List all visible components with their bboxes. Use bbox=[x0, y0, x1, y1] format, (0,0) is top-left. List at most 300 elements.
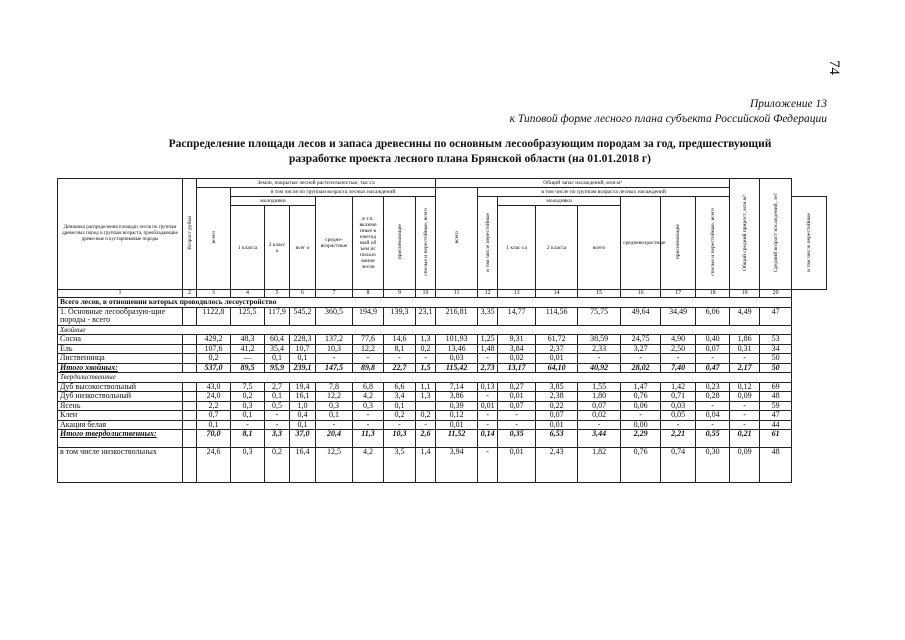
cell-value: - bbox=[498, 420, 536, 430]
table-body bbox=[58, 298, 827, 483]
cell-value: - bbox=[478, 420, 498, 430]
cell-value: 0,55 bbox=[696, 430, 730, 448]
cell-value: 48 bbox=[760, 392, 792, 402]
cell-value: 0,01 bbox=[536, 354, 578, 364]
cell-value bbox=[183, 354, 197, 364]
cell-value: 89,8 bbox=[353, 363, 384, 373]
document-title bbox=[90, 137, 850, 167]
cell-value: 0,2 bbox=[231, 392, 265, 402]
column-number: 4 bbox=[231, 290, 265, 298]
cell-value bbox=[183, 401, 197, 411]
cell-value: 59 bbox=[760, 401, 792, 411]
cell-value: 2,2 bbox=[197, 401, 231, 411]
section-all-row bbox=[58, 298, 827, 308]
cell-value: - bbox=[478, 392, 498, 402]
cell-value: 0,31 bbox=[730, 344, 760, 354]
header-stock-total: всего bbox=[436, 188, 478, 290]
cell-value: 24,0 bbox=[197, 392, 231, 402]
cell-value: 0,01 bbox=[498, 392, 536, 402]
header-area-young: молодняки bbox=[231, 197, 316, 206]
column-number: 14 bbox=[536, 290, 578, 298]
cell-value: 47 bbox=[760, 307, 792, 325]
cell-value: 11,52 bbox=[436, 430, 478, 448]
cell-value: 0,35 bbox=[498, 430, 536, 448]
header-avg-age: Средний возраст насаждений, лет bbox=[760, 179, 792, 290]
cell-value: 6,06 bbox=[696, 307, 730, 325]
cell-value: - bbox=[661, 420, 696, 430]
header-stock-sub: в том числе по группам возраста лесных насаждений bbox=[478, 188, 730, 197]
cell-value: 0,76 bbox=[621, 392, 661, 402]
cell-value: - bbox=[353, 411, 384, 421]
cell-value: 4,2 bbox=[353, 392, 384, 402]
cell-value: - bbox=[621, 411, 661, 421]
cell-value: 0,1 bbox=[384, 401, 416, 411]
cell-value: 2,33 bbox=[578, 344, 621, 354]
cell-value: 0,1 bbox=[231, 411, 265, 421]
cell-value: 537,0 bbox=[197, 363, 231, 373]
cell-value bbox=[183, 307, 197, 325]
cell-value: 0,3 bbox=[316, 401, 353, 411]
cell-value: 0,47 bbox=[696, 363, 730, 373]
cell-value: - bbox=[661, 354, 696, 364]
cell-value bbox=[183, 430, 197, 448]
cell-value: 40,92 bbox=[578, 363, 621, 373]
cell-value: 194,9 bbox=[353, 307, 384, 325]
cell-value bbox=[183, 420, 197, 430]
cell-value: 2,43 bbox=[536, 448, 578, 483]
cell-value: 0,06 bbox=[621, 401, 661, 411]
header-area-group: Земли, покрытые лесной растительностью, тыс.га bbox=[197, 179, 436, 188]
header-area-middle-wrap bbox=[316, 197, 353, 290]
cell-value: 0,23 bbox=[696, 382, 730, 392]
cell-value: 115,42 bbox=[436, 363, 478, 373]
cell-value: 48 bbox=[760, 448, 792, 483]
cell-value: 7,8 bbox=[316, 382, 353, 392]
main-species-row bbox=[58, 307, 827, 325]
cell-value: 2,73 bbox=[478, 363, 498, 373]
cell-value: - bbox=[384, 354, 416, 364]
cell-value bbox=[183, 382, 197, 392]
cell-value: 2,7 bbox=[265, 382, 290, 392]
cell-value: 24,6 bbox=[197, 448, 231, 483]
forest-table-container bbox=[57, 178, 827, 483]
forest-distribution-table bbox=[57, 178, 827, 483]
cell-value: 0,21 bbox=[730, 430, 760, 448]
cell-value: 0,07 bbox=[578, 401, 621, 411]
cell-value: 2,37 bbox=[536, 344, 578, 354]
cell-value: 43,0 bbox=[197, 382, 231, 392]
cell-value: 8,1 bbox=[384, 344, 416, 354]
cell-value: 239,1 bbox=[290, 363, 316, 373]
cell-value bbox=[183, 335, 197, 345]
row-label: Акация белая bbox=[58, 420, 183, 430]
cell-value: 4,49 bbox=[730, 307, 760, 325]
cell-value: 0,1 bbox=[197, 420, 231, 430]
cell-value: 60,4 bbox=[265, 335, 290, 345]
cell-value: 34,49 bbox=[661, 307, 696, 325]
cell-value: 4,90 bbox=[661, 335, 696, 345]
cell-value: 360,5 bbox=[316, 307, 353, 325]
cell-value: 6,8 bbox=[353, 382, 384, 392]
cell-value: 0,00 bbox=[621, 420, 661, 430]
cell-value: 38,59 bbox=[578, 335, 621, 345]
cell-value: 216,81 bbox=[436, 307, 478, 325]
cell-value: 0,76 bbox=[621, 448, 661, 483]
conifer-row bbox=[58, 335, 827, 345]
column-number: 1 bbox=[58, 290, 183, 298]
cell-value: 3,85 bbox=[536, 382, 578, 392]
cell-value: 20,4 bbox=[316, 430, 353, 448]
cell-value: 0,3 bbox=[353, 401, 384, 411]
cell-value: 1,1 bbox=[416, 382, 436, 392]
cell-value bbox=[183, 411, 197, 421]
cell-value: 0,2 bbox=[416, 411, 436, 421]
cell-value: - bbox=[730, 401, 760, 411]
cell-value: - bbox=[478, 448, 498, 483]
cell-value: 3,4 bbox=[384, 392, 416, 402]
header-area-all-young: всег о bbox=[290, 206, 316, 290]
row-label: Дуб высокоствольный bbox=[58, 382, 183, 392]
cell-value: 0,03 bbox=[436, 354, 478, 364]
cell-value: - bbox=[231, 420, 265, 430]
cell-value: - bbox=[578, 354, 621, 364]
cell-value: 35,4 bbox=[265, 344, 290, 354]
cell-value: - bbox=[621, 354, 661, 364]
cell-value: 0,3 bbox=[231, 448, 265, 483]
cell-value: - bbox=[730, 420, 760, 430]
cell-value: 11,3 bbox=[353, 430, 384, 448]
cell-value: 0,2 bbox=[197, 354, 231, 364]
cell-value: 0,7 bbox=[197, 411, 231, 421]
cell-value: - bbox=[265, 420, 290, 430]
cell-value: 61,72 bbox=[536, 335, 578, 345]
cell-value: 3,5 bbox=[384, 448, 416, 483]
cell-value: 6,6 bbox=[384, 382, 416, 392]
column-number: 12 bbox=[478, 290, 498, 298]
cell-value: 61 bbox=[760, 430, 792, 448]
cell-value: 7,5 bbox=[231, 382, 265, 392]
cell-value: 114,56 bbox=[536, 307, 578, 325]
cell-value: - bbox=[316, 354, 353, 364]
header-stock-all-young: всего bbox=[578, 206, 621, 290]
cell-value: 3,94 bbox=[436, 448, 478, 483]
cell-value: 64,10 bbox=[536, 363, 578, 373]
cell-value: 228,3 bbox=[290, 335, 316, 345]
cell-value: 1,25 bbox=[478, 335, 498, 345]
cell-value: 23,1 bbox=[416, 307, 436, 325]
cell-value: 77,6 bbox=[353, 335, 384, 345]
cell-value: 47 bbox=[760, 411, 792, 421]
cell-value: 117,9 bbox=[265, 307, 290, 325]
header-area-sub: в том числе по группам возраста лесных насаждений bbox=[231, 188, 436, 197]
cell-value: 0,1 bbox=[316, 411, 353, 421]
section-all-label: Всего лесов, в отношении которых проводилось лесоустройство bbox=[58, 298, 792, 308]
header-stock-group: Общий запас насаждений, млн.м³ bbox=[436, 179, 730, 188]
column-number: 16 bbox=[621, 290, 661, 298]
cell-value: 0,5 bbox=[265, 401, 290, 411]
cell-value: 0,09 bbox=[730, 392, 760, 402]
cell-value: 13,46 bbox=[436, 344, 478, 354]
cell-value: 75,75 bbox=[578, 307, 621, 325]
cell-value: 137,2 bbox=[316, 335, 353, 345]
cell-value: 3,44 bbox=[578, 430, 621, 448]
cell-value: 0,1 bbox=[290, 354, 316, 364]
cell-value: 95,9 bbox=[265, 363, 290, 373]
cell-value: 4,2 bbox=[353, 448, 384, 483]
cell-value: 0,01 bbox=[436, 420, 478, 430]
header-stock-class1: 1 клас са bbox=[498, 206, 536, 290]
table-header bbox=[58, 179, 827, 298]
header-area-total: всего bbox=[197, 188, 231, 290]
section-hardwood-label: Твердолиственные bbox=[58, 373, 792, 383]
cell-value: 0,02 bbox=[578, 411, 621, 421]
cell-value bbox=[183, 363, 197, 373]
title-line-1: Распределение площади лесов и запаса древесины по основным лесообразующим породам за год, предшествующий bbox=[168, 138, 772, 150]
title-line-2: разработке проекта лесного плана Брянской области (на 01.01.2018 г) bbox=[289, 153, 651, 165]
cell-value: 2,17 bbox=[730, 363, 760, 373]
row-label: в том числе низкоствольных bbox=[58, 448, 183, 483]
cell-value: 1,80 bbox=[578, 392, 621, 402]
cell-value: 147,5 bbox=[316, 363, 353, 373]
column-number: 5 bbox=[265, 290, 290, 298]
total-hardwood-row bbox=[58, 430, 827, 448]
conifer-row bbox=[58, 354, 827, 364]
cell-value: 0,2 bbox=[265, 448, 290, 483]
cell-value: - bbox=[696, 420, 730, 430]
cell-value: 0,1 bbox=[290, 420, 316, 430]
cell-value: 0,4 bbox=[290, 411, 316, 421]
cell-value: 0,14 bbox=[478, 430, 498, 448]
cell-value: 429,2 bbox=[197, 335, 231, 345]
cell-value: 7,40 bbox=[661, 363, 696, 373]
cell-value: - bbox=[478, 411, 498, 421]
row-label: Лиственница bbox=[58, 354, 183, 364]
cell-value: 16,1 bbox=[290, 392, 316, 402]
header-area-class2: 2 класс а bbox=[265, 206, 290, 290]
column-number: 11 bbox=[436, 290, 478, 298]
cell-value: - bbox=[498, 411, 536, 421]
cell-value: 0,28 bbox=[696, 392, 730, 402]
cell-value bbox=[183, 448, 197, 483]
section-conifer-label: Хвойные bbox=[58, 325, 792, 335]
cell-value: 1,4 bbox=[416, 448, 436, 483]
cell-value: 1,42 bbox=[661, 382, 696, 392]
cell-value: 0,07 bbox=[498, 401, 536, 411]
header-area-middle: средне-возрастные bbox=[320, 237, 348, 249]
cell-value: 69 bbox=[760, 382, 792, 392]
cell-value: 0,27 bbox=[498, 382, 536, 392]
column-number: 10 bbox=[416, 290, 436, 298]
cell-value: 2,29 bbox=[621, 430, 661, 448]
cell-value: 12,2 bbox=[353, 344, 384, 354]
column-number: 18 bbox=[696, 290, 730, 298]
cell-value: 1,0 bbox=[290, 401, 316, 411]
cell-value: - bbox=[578, 420, 621, 430]
cell-value: 0,09 bbox=[730, 448, 760, 483]
cell-value: 2,21 bbox=[661, 430, 696, 448]
cell-value: 107,6 bbox=[197, 344, 231, 354]
header-area-mature-over: спелые и перестойные, всего bbox=[416, 197, 436, 290]
cell-value: 12,2 bbox=[316, 392, 353, 402]
cell-value: 1122,8 bbox=[197, 307, 231, 325]
cell-value bbox=[183, 344, 197, 354]
appendix-line-2: к Типовой форме лесного плана субъекта Российской Федерации bbox=[509, 113, 827, 125]
cell-value: 50 bbox=[760, 354, 792, 364]
cell-value: 1,82 bbox=[578, 448, 621, 483]
cell-value: 0,1 bbox=[265, 354, 290, 364]
cell-value: 70,0 bbox=[197, 430, 231, 448]
cell-value: 44 bbox=[760, 420, 792, 430]
cell-value: 13,17 bbox=[498, 363, 536, 373]
cell-value: 1,5 bbox=[416, 363, 436, 373]
cell-value: 16,4 bbox=[290, 448, 316, 483]
cell-value: 0,07 bbox=[696, 344, 730, 354]
cell-value: 125,5 bbox=[231, 307, 265, 325]
column-number: 7 bbox=[316, 290, 353, 298]
cell-value: - bbox=[265, 411, 290, 421]
cell-value: 0,1 bbox=[265, 392, 290, 402]
column-number: 6 bbox=[290, 290, 316, 298]
total-conifer-row bbox=[58, 363, 827, 373]
cell-value: 14,6 bbox=[384, 335, 416, 345]
cell-value: 3,35 bbox=[478, 307, 498, 325]
column-number: 15 bbox=[578, 290, 621, 298]
cell-value: 0,39 bbox=[436, 401, 478, 411]
cell-value: 0,3 bbox=[231, 401, 265, 411]
cell-value: - bbox=[316, 420, 353, 430]
cell-value: 41,2 bbox=[231, 344, 265, 354]
cell-value: 0,01 bbox=[498, 448, 536, 483]
cell-value: 12,5 bbox=[316, 448, 353, 483]
header-area-incl-annual: в т.ч. включе нные в ежегод ный об ъем ис пользо вания лесов bbox=[353, 197, 384, 290]
cell-value: 49,64 bbox=[621, 307, 661, 325]
cell-value: 48,3 bbox=[231, 335, 265, 345]
cell-value: 10,7 bbox=[290, 344, 316, 354]
cell-value: 0,01 bbox=[478, 401, 498, 411]
header-stock-incl-over: в том числе перестойные bbox=[792, 197, 827, 290]
cell-value: 0,02 bbox=[498, 354, 536, 364]
cell-value: 0,22 bbox=[536, 401, 578, 411]
row-label: 1. Основные лесообразую-щие породы - всего bbox=[58, 307, 183, 325]
cell-value: 1,3 bbox=[416, 335, 436, 345]
cell-value: 53 bbox=[760, 335, 792, 345]
header-avg-growth: Общий средний прирост, млн.м³ bbox=[730, 179, 760, 290]
cell-value: 37,0 bbox=[290, 430, 316, 448]
cell-value: 19,4 bbox=[290, 382, 316, 392]
column-number: 2 bbox=[183, 290, 197, 298]
appendix-line-1: Приложение 13 bbox=[749, 98, 827, 110]
cell-value: - bbox=[730, 354, 760, 364]
cell-value: 1,47 bbox=[621, 382, 661, 392]
column-number: 9 bbox=[384, 290, 416, 298]
cell-value: 8,1 bbox=[231, 430, 265, 448]
cell-value: 3,27 bbox=[621, 344, 661, 354]
cell-value: 3,3 bbox=[265, 430, 290, 448]
cell-value: 0,71 bbox=[661, 392, 696, 402]
cell-value: 9,31 bbox=[498, 335, 536, 345]
cell-value: 0,03 bbox=[661, 401, 696, 411]
row-label: Итого хвойных: bbox=[58, 363, 183, 373]
row-label: Итого твердолиственных: bbox=[58, 430, 183, 448]
cell-value: 50 bbox=[760, 363, 792, 373]
cell-value: 7,14 bbox=[436, 382, 478, 392]
column-number: 19 bbox=[730, 290, 760, 298]
cell-value: 139,3 bbox=[384, 307, 416, 325]
column-number: 13 bbox=[498, 290, 536, 298]
cell-value: 1,86 bbox=[730, 335, 760, 345]
cell-value: - bbox=[353, 420, 384, 430]
appendix-note bbox=[510, 97, 827, 127]
cell-value: - bbox=[416, 354, 436, 364]
cell-value: 10,3 bbox=[384, 430, 416, 448]
cell-value: 0,74 bbox=[661, 448, 696, 483]
cell-value: - bbox=[696, 401, 730, 411]
header-area-incl-over: в том числе перестойные bbox=[478, 197, 498, 290]
cell-value: 2,6 bbox=[416, 430, 436, 448]
cell-value: 10,3 bbox=[316, 344, 353, 354]
row-label: Дуб низкоствольный bbox=[58, 392, 183, 402]
cell-value: 545,2 bbox=[290, 307, 316, 325]
row-label: Сосна bbox=[58, 335, 183, 345]
cell-value: 0,05 bbox=[661, 411, 696, 421]
section-hardwood bbox=[58, 373, 827, 383]
cell-value: — bbox=[231, 354, 265, 364]
cell-value: 6,53 bbox=[536, 430, 578, 448]
cell-value: 2,38 bbox=[536, 392, 578, 402]
cell-value: 3,84 bbox=[498, 344, 536, 354]
row-label: Клен bbox=[58, 411, 183, 421]
cell-value: 2,50 bbox=[661, 344, 696, 354]
cell-value: 0,2 bbox=[416, 344, 436, 354]
cell-value: 101,93 bbox=[436, 335, 478, 345]
cell-value: 0,01 bbox=[536, 420, 578, 430]
cell-value: 1,55 bbox=[578, 382, 621, 392]
cell-value: - bbox=[478, 354, 498, 364]
row-label: Ясень bbox=[58, 401, 183, 411]
column-number: 3 bbox=[197, 290, 231, 298]
cell-value: 0,12 bbox=[730, 382, 760, 392]
cell-value: 0,40 bbox=[696, 335, 730, 345]
cell-value: 1,3 bbox=[416, 392, 436, 402]
header-dynamics: Динамика распределения площади лесов по группам древесных пород и группам возраста, преобладающие древесные и кустарниковые породы bbox=[58, 179, 183, 290]
incl-low-row bbox=[58, 448, 827, 483]
cell-value: 24,75 bbox=[621, 335, 661, 345]
cell-value: - bbox=[353, 354, 384, 364]
header-area-class1: 1 класса bbox=[231, 206, 265, 290]
column-number: 20 bbox=[760, 290, 792, 298]
cell-value: 14,77 bbox=[498, 307, 536, 325]
cell-value: 0,12 bbox=[436, 411, 478, 421]
cell-value: 22,7 bbox=[384, 363, 416, 373]
cell-value: 34 bbox=[760, 344, 792, 354]
cell-value: 0,2 bbox=[384, 411, 416, 421]
cell-value: - bbox=[696, 354, 730, 364]
column-number: 8 bbox=[353, 290, 384, 298]
header-stock-class2: 2 класса bbox=[536, 206, 578, 290]
header-area-maturing: приспевающие bbox=[384, 197, 416, 290]
cell-value: 0,07 bbox=[536, 411, 578, 421]
column-number: 17 bbox=[661, 290, 696, 298]
hardwood-row bbox=[58, 392, 827, 402]
row-label: Ель bbox=[58, 344, 183, 354]
header-stock-young: молодняки bbox=[498, 197, 621, 206]
cell-value: 1,48 bbox=[478, 344, 498, 354]
cell-value bbox=[183, 392, 197, 402]
hardwood-row bbox=[58, 411, 827, 421]
header-stock-middle: средневозрастные bbox=[621, 197, 661, 290]
cell-value: - bbox=[730, 411, 760, 421]
cell-value: 0,13 bbox=[478, 382, 498, 392]
